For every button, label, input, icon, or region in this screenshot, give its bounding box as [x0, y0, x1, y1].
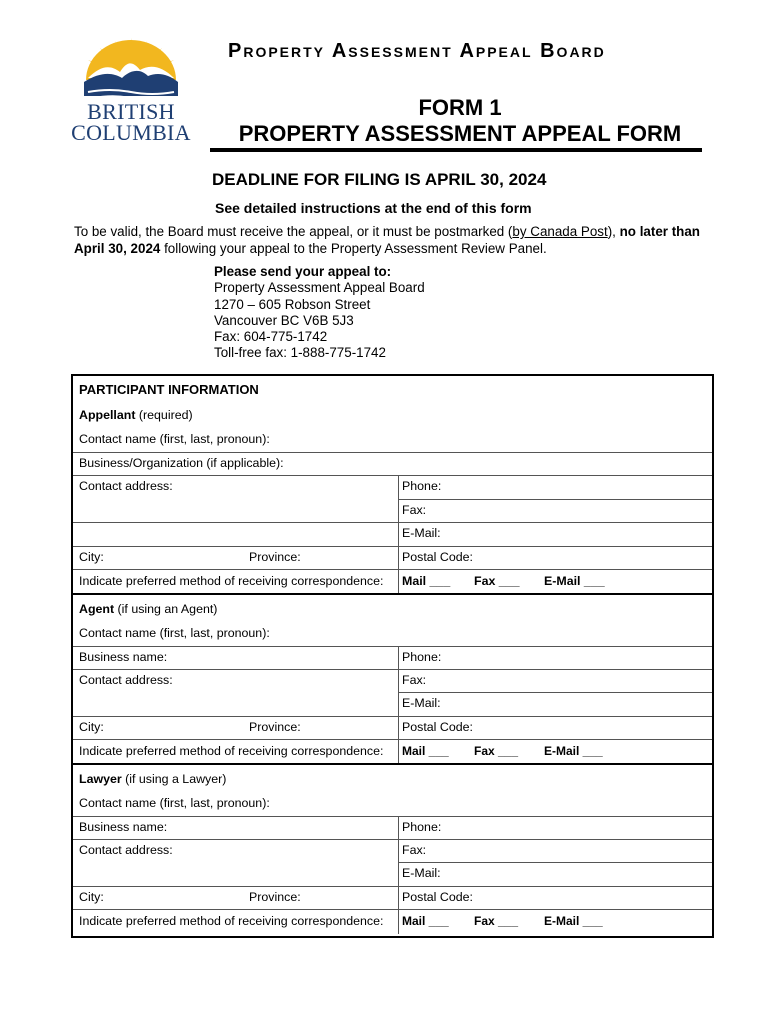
lawyer-note: (if using a Lawyer)	[121, 772, 227, 786]
divider	[73, 886, 712, 887]
column-divider	[398, 816, 399, 934]
participant-form	[71, 374, 714, 938]
divider	[73, 839, 712, 840]
agent-fax-option[interactable]: Fax ___	[474, 744, 519, 758]
sun-mountain-icon	[70, 36, 192, 102]
lawyer-heading	[79, 772, 226, 786]
lawyer-business-field[interactable]: Business name:	[79, 820, 168, 834]
divider	[73, 716, 712, 717]
column-divider	[398, 475, 399, 593]
section-title: PARTICIPANT INFORMATION	[79, 382, 259, 397]
appellant-fax-field[interactable]: Fax:	[402, 503, 427, 517]
agent-city-field[interactable]: City:	[79, 720, 104, 734]
validity-text-2: ),	[607, 224, 620, 239]
appellant-mail-option[interactable]: Mail ___	[402, 574, 451, 588]
lawyer-mail-option[interactable]: Mail ___	[402, 914, 449, 928]
validity-paragraph	[74, 223, 704, 257]
address-line: Fax: 604-775-1742	[214, 329, 328, 345]
agent-preferred-method-label: Indicate preferred method of receiving correspondence:	[79, 744, 384, 758]
appellant-postal-field[interactable]: Postal Code:	[402, 550, 473, 564]
instructions-note: See detailed instructions at the end of this form	[215, 200, 532, 216]
divider	[398, 499, 712, 500]
form-number: FORM 1	[418, 95, 502, 120]
lawyer-fax-option[interactable]: Fax ___	[474, 914, 519, 928]
address-heading: Please send your appeal to:	[214, 264, 392, 279]
appellant-business-field[interactable]: Business/Organization (if applicable):	[79, 456, 284, 470]
logo-text-columbia: COLUMBIA	[71, 120, 191, 145]
appellant-preferred-method-label: Indicate preferred method of receiving correspondence:	[79, 574, 384, 588]
mailing-address	[214, 264, 425, 362]
agent-note: (if using an Agent)	[114, 602, 218, 616]
agent-label: Agent	[79, 602, 115, 616]
appellant-email-field[interactable]: E-Mail:	[402, 526, 441, 540]
agent-fax-field[interactable]: Fax:	[402, 673, 427, 687]
divider	[73, 546, 712, 547]
validity-deadline: no later than April 30, 2024	[74, 224, 700, 256]
lawyer-email-option[interactable]: E-Mail ___	[544, 914, 603, 928]
divider	[398, 692, 712, 693]
lawyer-city-field[interactable]: City:	[79, 890, 104, 904]
lawyer-label: Lawyer	[79, 772, 122, 786]
lawyer-phone-field[interactable]: Phone:	[402, 820, 442, 834]
appellant-fax-option[interactable]: Fax ___	[474, 574, 520, 588]
lawyer-postal-field[interactable]: Postal Code:	[402, 890, 473, 904]
divider	[398, 862, 712, 863]
divider	[73, 646, 712, 647]
validity-text-3: following your appeal to the Property Assessment Review Panel.	[160, 241, 547, 256]
agent-phone-field[interactable]: Phone:	[402, 650, 442, 664]
validity-text-1: To be valid, the Board must receive the appeal, or it must be postmarked (	[74, 224, 513, 239]
address-line: Toll-free fax: 1-888-775-1742	[214, 345, 386, 361]
divider	[73, 669, 712, 670]
agent-postal-field[interactable]: Postal Code:	[402, 720, 473, 734]
lawyer-email-field[interactable]: E-Mail:	[402, 866, 441, 880]
lawyer-contact-name-field[interactable]: Contact name (first, last, pronoun):	[79, 796, 270, 810]
divider	[73, 816, 712, 817]
agent-province-field[interactable]: Province:	[249, 720, 301, 734]
appellant-email-option[interactable]: E-Mail ___	[544, 574, 605, 588]
lawyer-fax-field[interactable]: Fax:	[402, 843, 427, 857]
divider	[73, 569, 712, 570]
lawyer-province-field[interactable]: Province:	[249, 890, 301, 904]
lawyer-preferred-method-label: Indicate preferred method of receiving correspondence:	[79, 914, 384, 928]
appellant-phone-field[interactable]: Phone:	[402, 479, 442, 493]
agent-address-field[interactable]: Contact address:	[79, 673, 173, 687]
address-line: 1270 – 605 Robson Street	[214, 296, 371, 312]
form-title: PROPERTY ASSESSMENT APPEAL FORM	[238, 121, 682, 146]
header-divider	[210, 148, 702, 152]
agent-email-field[interactable]: E-Mail:	[402, 696, 441, 710]
section-divider	[73, 593, 712, 595]
agent-mail-option[interactable]: Mail ___	[402, 744, 449, 758]
logo-text-british: BRITISH	[87, 99, 175, 124]
appellant-province-field[interactable]: Province:	[249, 550, 301, 564]
section-divider	[73, 763, 712, 765]
divider	[73, 909, 712, 910]
appellant-label: Appellant	[79, 408, 136, 422]
column-divider	[398, 646, 399, 763]
deadline-heading: DEADLINE FOR FILING IS APRIL 30, 2024	[212, 170, 547, 189]
appellant-note: (required)	[135, 408, 193, 422]
agent-business-field[interactable]: Business name:	[79, 650, 168, 664]
appellant-address-field[interactable]: Contact address:	[79, 479, 173, 493]
divider	[73, 739, 712, 740]
divider	[73, 475, 712, 476]
appellant-city-field[interactable]: City:	[79, 550, 104, 564]
divider	[73, 452, 712, 453]
agent-email-option[interactable]: E-Mail ___	[544, 744, 603, 758]
agent-heading	[79, 602, 217, 616]
appellant-contact-name-field[interactable]: Contact name (first, last, pronoun):	[79, 432, 270, 446]
board-name: Property Assessment Appeal Board	[228, 40, 606, 62]
bc-logo	[70, 36, 192, 144]
lawyer-address-field[interactable]: Contact address:	[79, 843, 173, 857]
appellant-heading	[79, 408, 193, 422]
divider	[73, 522, 712, 523]
address-line: Property Assessment Appeal Board	[214, 280, 425, 296]
agent-contact-name-field[interactable]: Contact name (first, last, pronoun):	[79, 626, 270, 640]
canada-post-link[interactable]: by Canada Post	[512, 224, 608, 239]
address-line: Vancouver BC V6B 5J3	[214, 312, 354, 328]
